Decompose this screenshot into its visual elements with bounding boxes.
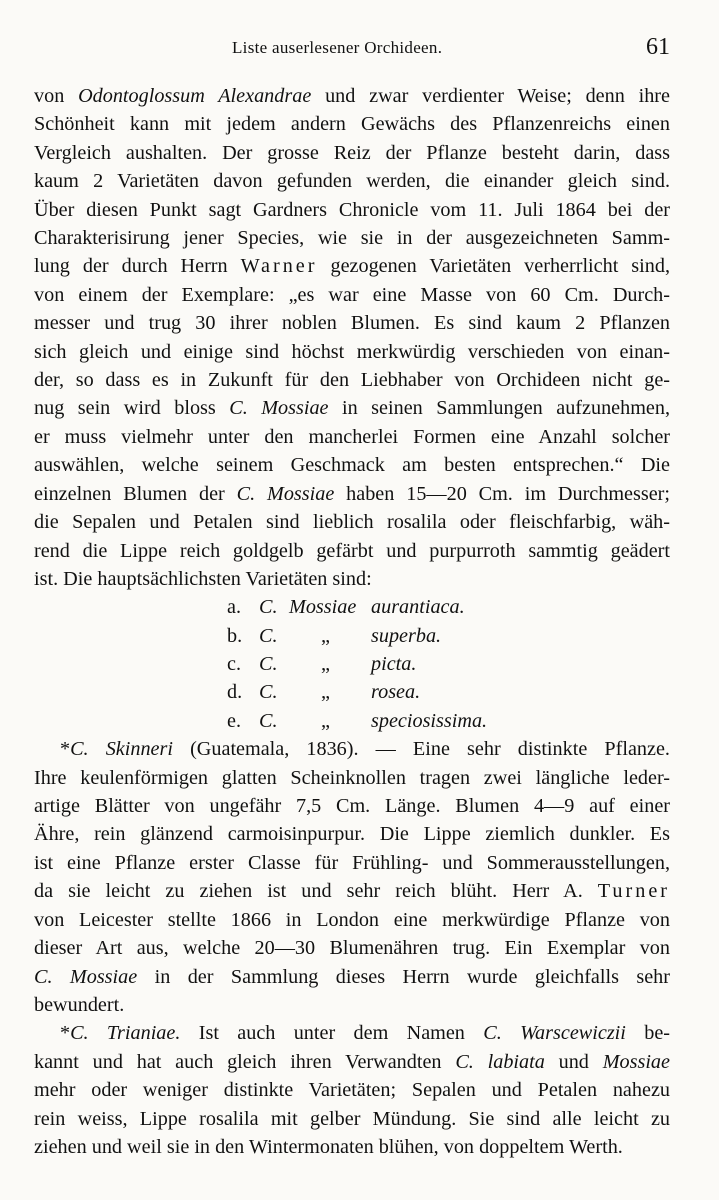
text-run: von einem der Exemplare: „es war eine Masse von 60 Cm. Durch- xyxy=(34,283,670,306)
text-run: ist eine Pflanze erster Classe für Frühling- und Sommerausstellungen, xyxy=(34,851,670,874)
italic-run: C. Skinneri xyxy=(70,738,173,761)
variety-species1: Mossiae xyxy=(289,596,357,619)
italic-run: C. Trianiae. xyxy=(70,1022,181,1045)
variety-letter: e. xyxy=(227,709,242,732)
italic-run: Odontoglossum Alexandrae xyxy=(78,85,312,107)
text-line xyxy=(34,1133,670,1161)
text-line xyxy=(34,309,670,337)
text-line xyxy=(34,764,670,792)
body-text xyxy=(34,82,670,1161)
text-run: Schönheit kann mit jedem andern Gewächs des Pflanzenreichs einen xyxy=(34,113,670,136)
text-run: * xyxy=(60,1022,71,1045)
variety-ditto: „ xyxy=(321,624,330,647)
variety-ditto: „ xyxy=(321,681,330,704)
text-line xyxy=(34,366,670,394)
text-line xyxy=(34,906,670,934)
variety-item xyxy=(34,622,670,650)
text-line xyxy=(34,480,670,508)
text-run: lung der durch Herrn xyxy=(34,255,241,278)
text-run: rein weiss, Lippe rosalila mit gelber Mündung. Sie sind alle leicht zu xyxy=(34,1107,670,1130)
text-line xyxy=(34,110,670,138)
italic-run: Mossiae xyxy=(602,1050,670,1073)
text-line xyxy=(34,934,670,962)
text-run: die Sepalen und Petalen sind lieblich rosalila oder fleischfarbig, wäh- xyxy=(34,511,670,534)
italic-run: C. labiata xyxy=(455,1050,545,1073)
text-line xyxy=(34,735,670,763)
variety-item xyxy=(34,678,670,706)
text-line xyxy=(34,849,670,877)
text-line xyxy=(34,338,670,366)
variety-ditto: „ xyxy=(321,709,330,732)
text-run: in der Sammlung dieses Herrn wurde gleichfalls sehr xyxy=(137,965,670,988)
page-number: 61 xyxy=(646,34,670,60)
page-header xyxy=(0,34,719,64)
text-run: Über diesen Punkt sagt Gardners Chronicle vom 11. Juli 1864 bei der xyxy=(34,198,670,221)
variety-letter: a. xyxy=(227,596,242,619)
text-run: in seinen Sammlungen aufzunehmen, xyxy=(328,397,671,420)
text-line xyxy=(34,82,670,110)
paragraph-odontoglossum xyxy=(34,82,670,593)
text-run: ist. Die hauptsächlichsten Varietäten sind: xyxy=(34,567,372,590)
text-run: (Guatemala, 1836). — Eine sehr distinkte Pflanze. xyxy=(172,738,670,761)
variety-letter: b. xyxy=(227,624,243,647)
text-run: gezogenen Varietäten verherrlicht sind, xyxy=(317,255,670,278)
text-line xyxy=(34,820,670,848)
text-run: Charakterisirung jener Species, wie sie in der ausgezeichneten Samm- xyxy=(34,227,670,250)
text-line xyxy=(34,224,670,252)
text-run: da sie leicht zu ziehen ist und sehr reich blüht. Herr A. xyxy=(34,880,598,903)
text-line xyxy=(34,877,670,905)
text-run: dieser Art aus, welche 20—30 Blumenähren trug. Ein Exemplar von xyxy=(34,937,670,960)
text-run: auswählen, welche seinem Geschmack am besten entsprechen.“ Die xyxy=(34,454,670,477)
spaced-name: Warner xyxy=(240,255,318,278)
text-line xyxy=(34,139,670,167)
text-run: * xyxy=(60,738,71,761)
text-line xyxy=(34,1105,670,1133)
text-line xyxy=(34,451,670,479)
text-run: von Leicester stellte 1866 in London eine merkwürdige Pflanze von xyxy=(34,908,670,931)
text-line xyxy=(34,963,670,991)
text-run: bewundert. xyxy=(34,993,125,1016)
text-run: und xyxy=(544,1050,603,1073)
text-line xyxy=(34,508,670,536)
variety-list xyxy=(34,593,670,735)
text-run: und zwar verdienter Weise; denn ihre xyxy=(311,85,670,107)
text-run: von xyxy=(34,85,79,107)
text-run: sich gleich und einige sind höchst merkwürdig verschieden von einan- xyxy=(34,340,670,363)
text-run: einzelnen Blumen der xyxy=(34,482,237,505)
text-run: er muss vielmehr unter den mancherlei Formen eine Anzahl solcher xyxy=(34,425,670,448)
italic-run: C. Mossiae xyxy=(236,482,335,505)
italic-run: C. Mossiae xyxy=(34,965,138,988)
text-run: Ähre, rein glänzend carmoisinpurpur. Die Lippe ziemlich dunkler. Es xyxy=(34,823,670,846)
text-line xyxy=(34,537,670,565)
text-run: Ihre keulenförmigen glatten Scheinknollen tragen zwei längliche leder- xyxy=(34,766,670,789)
text-line xyxy=(34,394,670,422)
text-line xyxy=(34,167,670,195)
text-line xyxy=(34,565,670,593)
running-title: Liste auserlesener Orchideen. xyxy=(232,38,443,57)
paragraph-skinneri xyxy=(34,735,670,1019)
text-line xyxy=(34,423,670,451)
variety-species2: superba. xyxy=(371,624,442,647)
variety-species2: speciosissima. xyxy=(371,709,488,732)
variety-item xyxy=(34,650,670,678)
text-run: kannt und hat auch gleich ihren Verwandten xyxy=(34,1050,456,1073)
variety-genus: C. xyxy=(259,596,278,619)
variety-species2: picta. xyxy=(371,653,417,676)
variety-item xyxy=(34,593,670,621)
text-line xyxy=(34,1048,670,1076)
variety-letter: c. xyxy=(227,653,242,676)
text-line xyxy=(34,196,670,224)
variety-item xyxy=(34,707,670,735)
text-run: be- xyxy=(625,1022,670,1045)
text-run: haben 15—20 Cm. im Durchmesser; xyxy=(334,482,671,505)
variety-letter: d. xyxy=(227,681,243,704)
text-run: rend die Lippe reich goldgelb gefärbt und purpurroth sammtig geädert xyxy=(34,539,670,562)
text-run: kaum 2 Varietäten davon gefunden werden, die einander gleich sind. xyxy=(34,170,670,193)
text-line xyxy=(34,252,670,280)
variety-species2: rosea. xyxy=(371,681,421,704)
text-line xyxy=(34,1019,670,1047)
text-run: mehr oder weniger distinkte Varietäten; Sepalen und Petalen nahezu xyxy=(34,1079,670,1102)
text-run: Ist auch unter dem Namen xyxy=(180,1022,484,1045)
text-run: messer und trug 30 ihrer noblen Blumen. Es sind kaum 2 Pflanzen xyxy=(34,312,670,335)
variety-genus: C. xyxy=(259,709,278,732)
text-run: ziehen und weil sie in den Wintermonaten blühen, von doppeltem Werth. xyxy=(34,1135,623,1158)
variety-genus: C. xyxy=(259,681,278,704)
text-line xyxy=(34,281,670,309)
paragraph-trianiae xyxy=(34,1019,670,1161)
variety-species2: aurantiaca. xyxy=(371,596,465,619)
variety-ditto: „ xyxy=(321,653,330,676)
variety-genus: C. xyxy=(259,624,278,647)
variety-genus: C. xyxy=(259,653,278,676)
text-line xyxy=(34,1076,670,1104)
text-line xyxy=(34,792,670,820)
text-run: Vergleich aushalten. Der grosse Reiz der Pflanze besteht darin, dass xyxy=(34,141,670,164)
italic-run: C. Warscewiczii xyxy=(483,1022,626,1045)
italic-run: C. Mossiae xyxy=(229,397,329,420)
text-run: artige Blätter von ungefähr 7,5 Cm. Länge. Blumen 4—9 auf einer xyxy=(34,795,670,818)
text-run: der, so dass es in Zukunft für den Liebhaber von Orchideen nicht ge- xyxy=(34,369,670,392)
spaced-name: Turner xyxy=(597,880,670,903)
text-line xyxy=(34,991,670,1019)
text-run: nug sein wird bloss xyxy=(34,397,230,420)
